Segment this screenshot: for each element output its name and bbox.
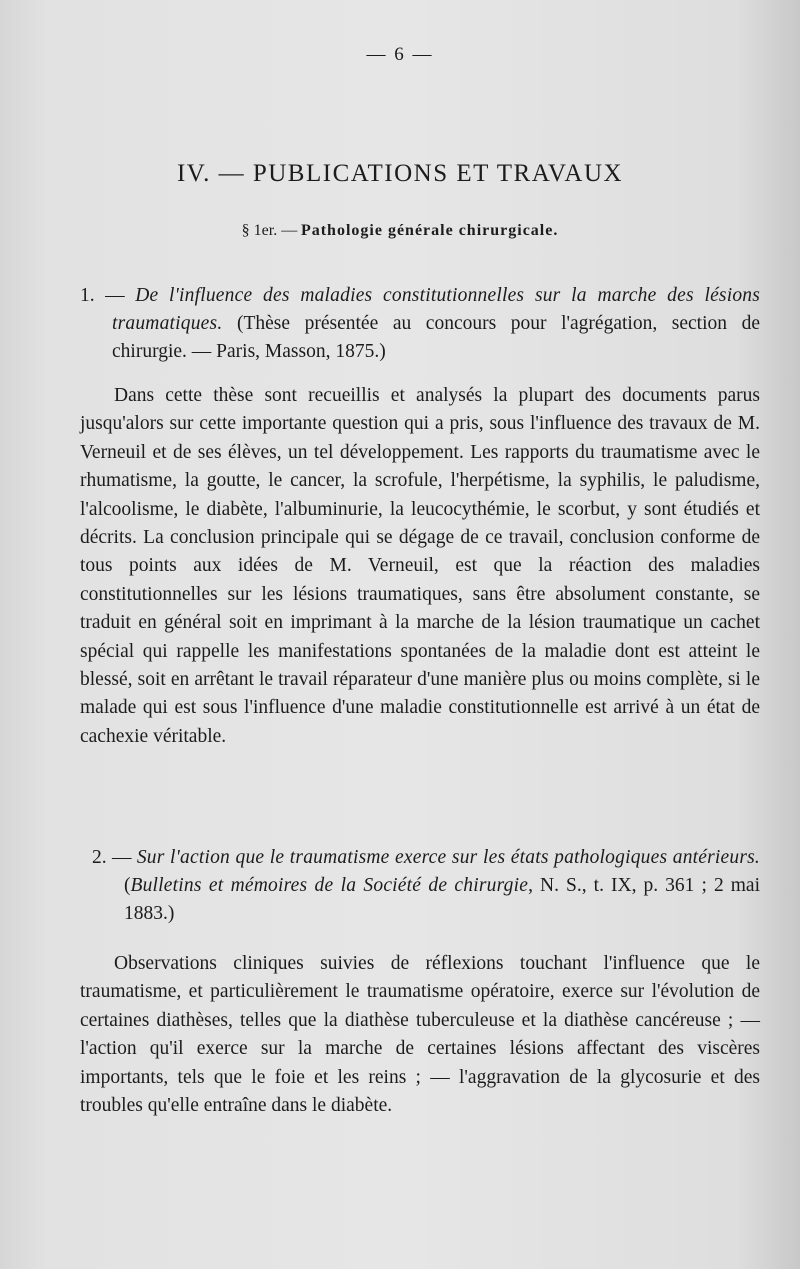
page-title: IV. — PUBLICATIONS ET TRAVAUX — [176, 160, 624, 187]
reference-source: Bulletins et mémoires de la Société de chirurgie — [130, 875, 529, 896]
entry-number: 2. — — [92, 847, 132, 868]
section-title: Pathologie générale chirurgicale. — [300, 222, 559, 239]
page-number: — 6 — — [366, 44, 434, 65]
entry-title: Sur l'action que le traumatisme exerce sur les états pathologiques antérieurs. — [136, 847, 761, 868]
entry-description: Dans cette thèse sont recueillis et analysés la plupart des documents parus jusqu'alors sur cette importante question qui a pris, sous l'influence des travaux de M. Verneuil et de ses élèves, un tel développement. Les rapports du traumatisme avec le rhumatisme, la goutte, le cancer, la scrofule, l'herpétisme, la syphilis, le paludisme, l'alcoolisme, le diabète, l'albuminurie, la leucocythémie, le scorbut, y sont étudiés et décrits. La conclusion principale qui se dégage de ce travail, conclusion conforme de tous points aux idées de M. Verneuil, est que la réaction des maladies constitutionnelles sur les lésions traumatiques, sans être absolument constante, se traduit en général soit en imprimant à la marche de la lésion traumatique un cachet spécial qui rappelle les manifestations spontanées de la maladie dont est atteint le blessé, soit en arrêtant le travail réparateur d'une manière plus ou moins complète, si le malade qui est sous l'influence d'une maladie constitutionnelle est arrivé à un état de cachexie véritable. — [80, 385, 760, 747]
entry-description: Observations cliniques suivies de réflexions touchant l'influence que le traumatisme, et particulièrement le traumatisme opératoire, exerce sur l'évolution de certaines diathèses, telles que la diathèse tuberculeuse et la diathèse cancéreuse ; — l'action qu'il exerce sur la marche de certaines lésions affectant des viscères importants, tels que le foie et les reins ; — l'aggravation de la glycosurie et des troubles qu'elle entraîne dans le diabète. — [80, 953, 760, 1117]
entry-title: De l'influence des maladies constitutionnelles sur la marche des lésions traumatiques. — [112, 285, 761, 334]
reference-open: ( — [124, 875, 131, 896]
publication-entry-2 — [80, 844, 760, 928]
section-number: § 1er. — — [241, 222, 298, 239]
entry-number: 1. — — [80, 285, 125, 306]
section-heading — [0, 222, 800, 240]
reference-details: , N. S., t. IX, p. 361 ; 2 mai 1883.) — [124, 875, 760, 924]
entry-reference: (Thèse présentée au concours pour l'agrégation, section de chirurgie. — Paris, Masson, 1875.) — [112, 313, 760, 362]
publication-entry-1 — [80, 282, 760, 366]
